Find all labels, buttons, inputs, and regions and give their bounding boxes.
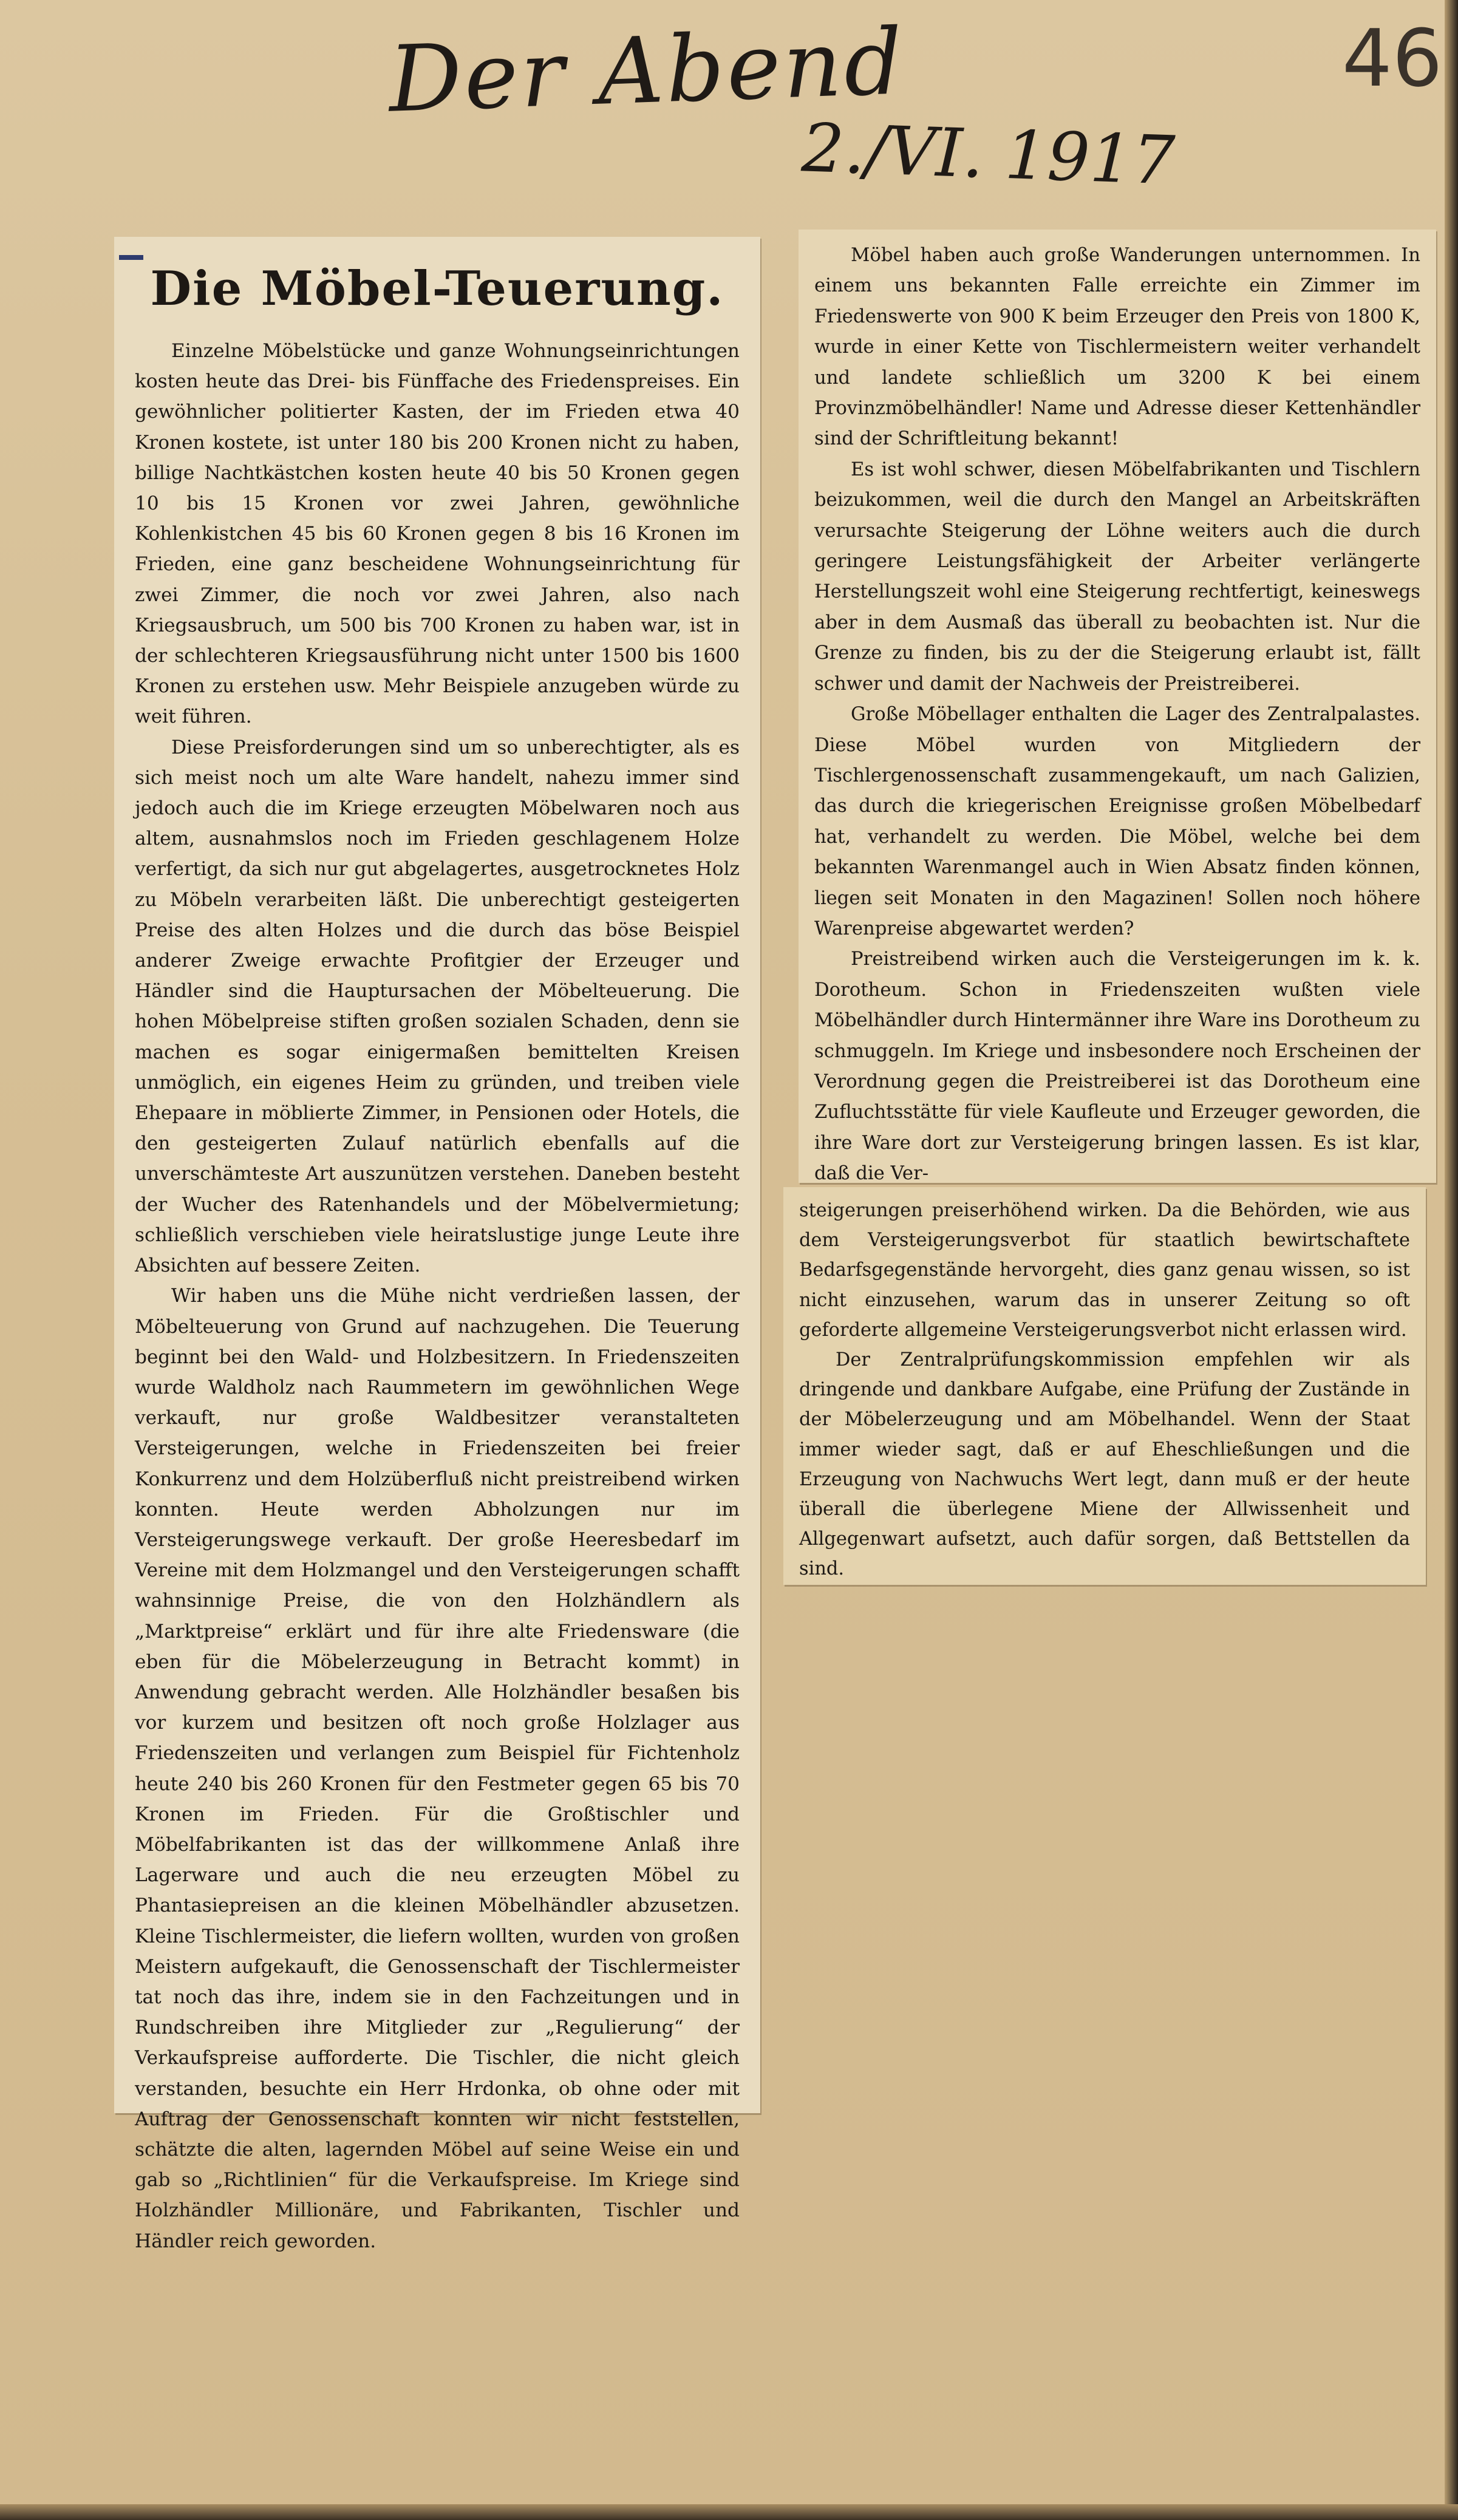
page-edge-shadow [1445, 0, 1458, 2520]
handwritten-page-number: 46 [1342, 12, 1443, 104]
clipping-right-column-bottom [783, 1187, 1426, 1585]
paragraph: Der Zentralprüfungskommission empfehlen wir als dringende und dankbare Aufgabe, eine Prüfung der Zustände in der Möbelerzeugung und am Möbelhandel. Wenn der Staat immer wieder sagt, daß er auf Eheschließungen und die Erzeugung von Nachwuchs Wert legt, dann muß er der heute überall die überlegene Miene der Allwissenheit und Allgegenwart aufsetzt, auch dafür sorgen, daß Bettstellen da sind. [799, 1349, 1410, 1580]
clipping-left-column [114, 237, 760, 2252]
paragraph: Einzelne Möbelstücke und ganze Wohnungseinrichtungen kosten heute das Drei- bis Fünffache des Friedenspreises. Ein gewöhnlicher politierter Kasten, der im Frieden etwa 40 Kronen kostete, ist unter 180 bis 200 Kronen nicht zu haben, billige Nachtkästchen kosten heute 40 bis 50 Kronen gegen 10 bis 15 Kronen vor zwei Jahren, gewöhnliche Kohlenkistchen 45 bis 60 Kronen gegen 8 bis 16 Kronen im Frieden, eine ganz bescheidene Wohnungseinrichtung für zwei Zimmer, die noch vor zwei Jahren, also nach Kriegsausbruch, um 500 bis 700 Kronen zu haben war, ist in der schlechteren Kriegsausführung nicht unter 1500 bis 1600 Kronen zu erstehen usw. Mehr Beispiele anzugeben würde zu weit führen. [135, 340, 740, 728]
paragraph: Diese Preisforderungen sind um so unberechtigter, als es sich meist noch um alte Ware handelt, nahezu immer sind jedoch auch die im Kriege erzeugten Möbelwaren noch aus altem, ausnahmslos noch im Frieden geschlagenem Holze verfertigt, da sich nur gut abgelagertes, ausgetrocknetes Holz zu Möbeln verarbeiten läßt. Die unberechtigt gesteigerten Preise des alten Holzes und die durch das böse Beispiel anderer Zweige erwachte Profitgier der Erzeuger und Händler sind die Hauptursachen der Möbelteuerung. Die hohen Möbelpreise stiften großen sozialen Schaden, denn sie machen es sogar einigermaßen bemittelten Kreisen unmöglich, ein eigenes Heim zu gründen, und treiben viele Ehepaare in möblierte Zimmer, in Pensionen oder Hotels, die den gesteigerten Zulauf natürlich ebenfalls auf die unverschämteste Art auszunützen verstehen. Daneben besteht der Wucher des Ratenhandels und der Möbelvermietung; schließlich verschieben viele heiratslustige junge Leute ihre Absichten auf bessere Zeiten. [135, 736, 740, 1277]
paragraph: steigerungen preiserhöhend wirken. Da die Behörden, wie aus dem Versteigerungsverbot für staatlich bewirtschaftete Bedarfsgegenstände hervorgeht, dies ganz genau wissen, so ist nicht einzusehen, warum das in unserer Zeitung so oft geforderte allgemeine Versteigerungsverbot nicht erlassen wird. [799, 1200, 1410, 1341]
article-headline: Die Möbel-Teuerung. [150, 261, 724, 316]
blue-pencil-mark [119, 255, 143, 260]
paragraph: Große Möbellager enthalten die Lager des Zentralpalastes. Diese Möbel wurden von Mitgliedern der Tischlergenossenschaft zusammengekauft, um nach Galizien, das durch die kriegerischen Ereignisse großen Möbelbedarf hat, verhandelt zu werden. Die Möbel, welche bei dem bekannten Warenmangel auch in Wien Absatz finden können, liegen seit Monaten in den Magazinen! Sollen noch höhere Warenpreise abgewartet werden? [814, 704, 1420, 939]
paragraph: Wir haben uns die Mühe nicht verdrießen lassen, der Möbelteuerung von Grund auf nachzugehen. Die Teuerung beginnt bei den Wald- und Holzbesitzern. In Friedenszeiten wurde Waldholz nach Raummetern im gewöhnlichen Wege verkauft, nur große Waldbesitzer veranstalteten Versteigerungen, welche in Friedenszeiten bei freier Konkurrenz und dem Holzüberfluß nicht preistreibend wirken konnten. Heute werden Abholzungen nur im Versteigerungswege verkauft. Der große Heeresbedarf im Vereine mit dem Holzmangel und den Versteigerungen schafft wahnsinnige Preise, die von den Holzhändlern als „Marktpreise“ erklärt und für ihre alte Friedensware (die eben für die Möbelerzeugung in Betracht kommt) in Anwendung gebracht werden. Alle Holzhändler besaßen bis vor kurzem und besitzen oft noch große Holzlager aus Friedenszeiten und verlangen zum Beispiel für Fichtenholz heute 240 bis 260 Kronen für den Festmeter gegen 65 bis 70 Kronen im Frieden. Für die Großtischler und Möbelfabrikanten ist das der willkommene Anlaß ihre Lagerware und auch die neu erzeugten Möbel zu Phantasiepreisen an die kleinen Möbelhändler abzusetzen. Kleine Tischlermeister, die liefern wollten, wurden von großen Meistern aufgekauft, die Genossenschaft der Tischlermeister tat noch das ihre, indem sie in den Fachzeitungen und in Rundschreiben ihre Mitglieder zur „Regulierung“ der Verkaufspreise aufforderte. Die Tischler, die nicht gleich verstanden, besuchte ein Herr Hrdonka, ob ohne oder mit Auftrag der Genossenschaft konnten wir nicht feststellen, schätzte die alten, lagernden Möbel auf seine Weise ein und gab so „Richtlinien“ für die Verkaufspreise. Im Kriege sind Holzhändler Millionäre, und Fabrikanten, Tischler und Händler reich geworden. [135, 1285, 740, 2252]
paragraph: Preistreibend wirken auch die Versteigerungen im k. k. Dorotheum. Schon in Friedenszeiten wußten viele Möbelhändler durch Hintermänner ihre Ware ins Dorotheum zu schmuggeln. Im Kriege und insbesondere noch Erscheinen der Verordnung gegen die Preistreiberei ist das Dorotheum eine Zufluchtsstätte für viele Kaufleute und Erzeuger geworden, die ihre Ware dort zur Versteigerung bringen lassen. Es ist klar, daß die Ver- [814, 948, 1420, 1185]
handwritten-date: 2./VI. 1917 [800, 109, 1176, 200]
handwritten-source-title: Der Abend [387, 9, 907, 133]
paragraph: Es ist wohl schwer, diesen Möbelfabrikanten und Tischlern beizukommen, weil die durch den Mangel an Arbeitskräften verursachte Steigerung der Löhne weiters auch die durch geringere Leistungsfähigkeit der Arbeiter verlängerte Herstellungszeit wohl eine Steigerung rechtfertigt, keineswegs aber in dem Ausmaß das überall zu beobachten ist. Nur die Grenze zu finden, bis zu der die Steigerung erlaubt ist, fällt schwer und damit der Nachweis der Preistreiberei. [814, 458, 1420, 695]
page-edge-shadow [0, 2504, 1458, 2520]
paragraph: Möbel haben auch große Wanderungen unternommen. In einem uns bekannten Falle erreichte ein Zimmer im Friedenswerte von 900 K beim Erzeuger den Preis von 1800 K, wurde in einer Kette von Tischlermeistern weiter verhandelt und landete schließlich um 3200 K bei einem Provinzmöbelhändler! Name und Adresse dieser Kettenhändler sind der Schriftleitung bekannt! [814, 245, 1420, 450]
clipping-right-column-top [799, 230, 1436, 1183]
